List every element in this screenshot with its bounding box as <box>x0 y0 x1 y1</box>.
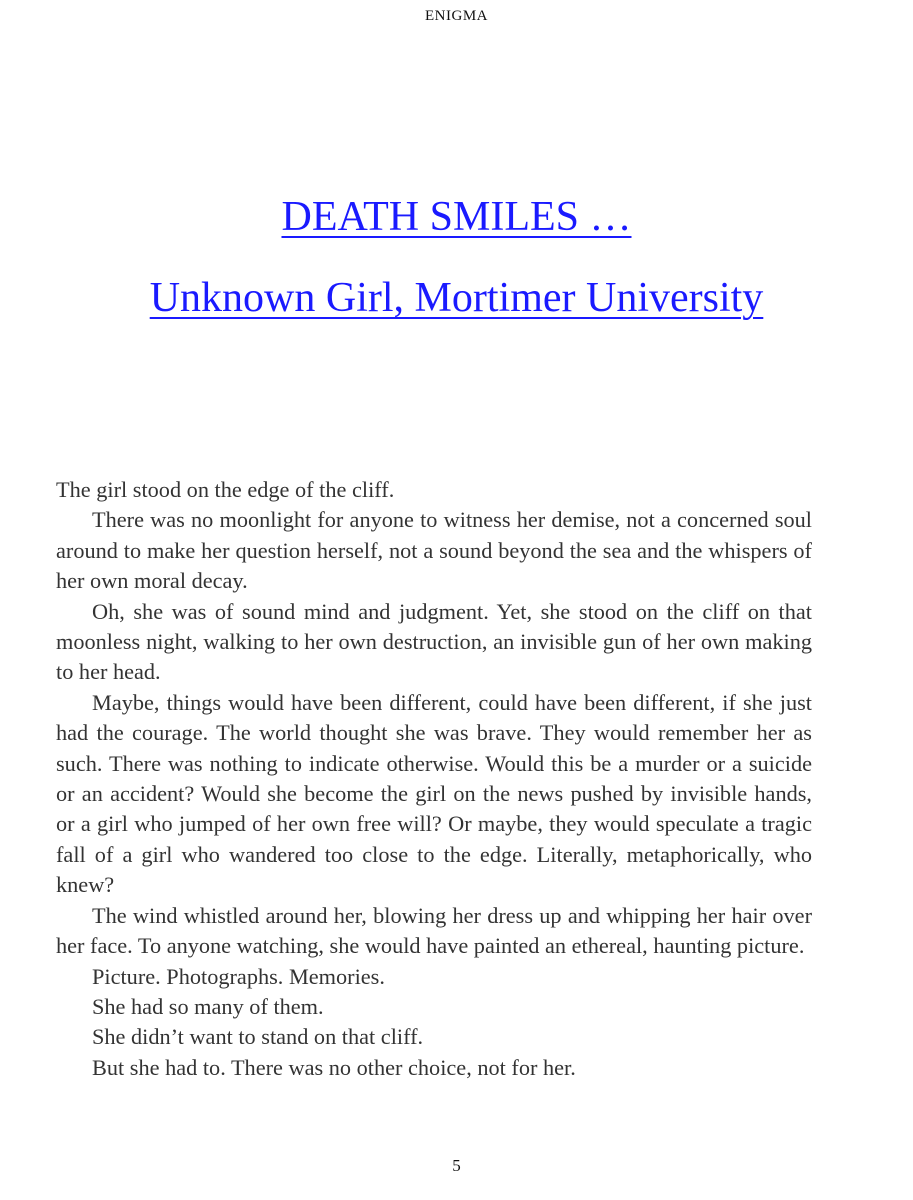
chapter-title-link[interactable]: DEATH SMILES … <box>281 194 632 240</box>
chapter-subtitle-link[interactable]: Unknown Girl, Mortimer University <box>149 275 764 321</box>
body-text <box>56 475 812 1083</box>
paragraph: Oh, she was of sound mind and judgment. Yet, she stood on the cliff on that moonless night, walking to her own destruction, an invisible gun of her own making to her head. <box>56 598 812 685</box>
chapter-title[interactable] <box>0 196 913 238</box>
paragraph: Picture. Photographs. Memories. <box>92 963 385 989</box>
paragraph: She didn’t want to stand on that cliff. <box>92 1024 424 1050</box>
running-header: ENIGMA <box>425 8 488 24</box>
paragraph: The wind whistled around her, blowing her dress up and whipping her hair over her face. To anyone watching, she would have painted an ethereal, haunting picture. <box>56 902 812 959</box>
chapter-subtitle[interactable] <box>0 277 913 319</box>
paragraph: She had so many of them. <box>92 993 324 1019</box>
paragraph: There was no moonlight for anyone to witness her demise, not a concerned soul around to make her question herself, not a sound beyond the sea and the whispers of her own moral decay. <box>56 507 812 594</box>
page-number: 5 <box>452 1156 461 1175</box>
paragraph: The girl stood on the edge of the cliff. <box>56 477 395 502</box>
paragraph: Maybe, things would have been different, could have been different, if she just had the courage. The world thought she was brave. They would remember her as such. There was nothing to indicate otherwise. Would this be a murder or a suicide or an accident? Would she become the girl on the news pushed by invisible hands, or a girl who jumped of her own free will? Or maybe, they would speculate a tragic fall of a girl who wandered too close to the edge. Literally, metaphorically, who knew? <box>56 689 812 898</box>
paragraph: But she had to. There was no other choice, not for her. <box>92 1054 576 1080</box>
